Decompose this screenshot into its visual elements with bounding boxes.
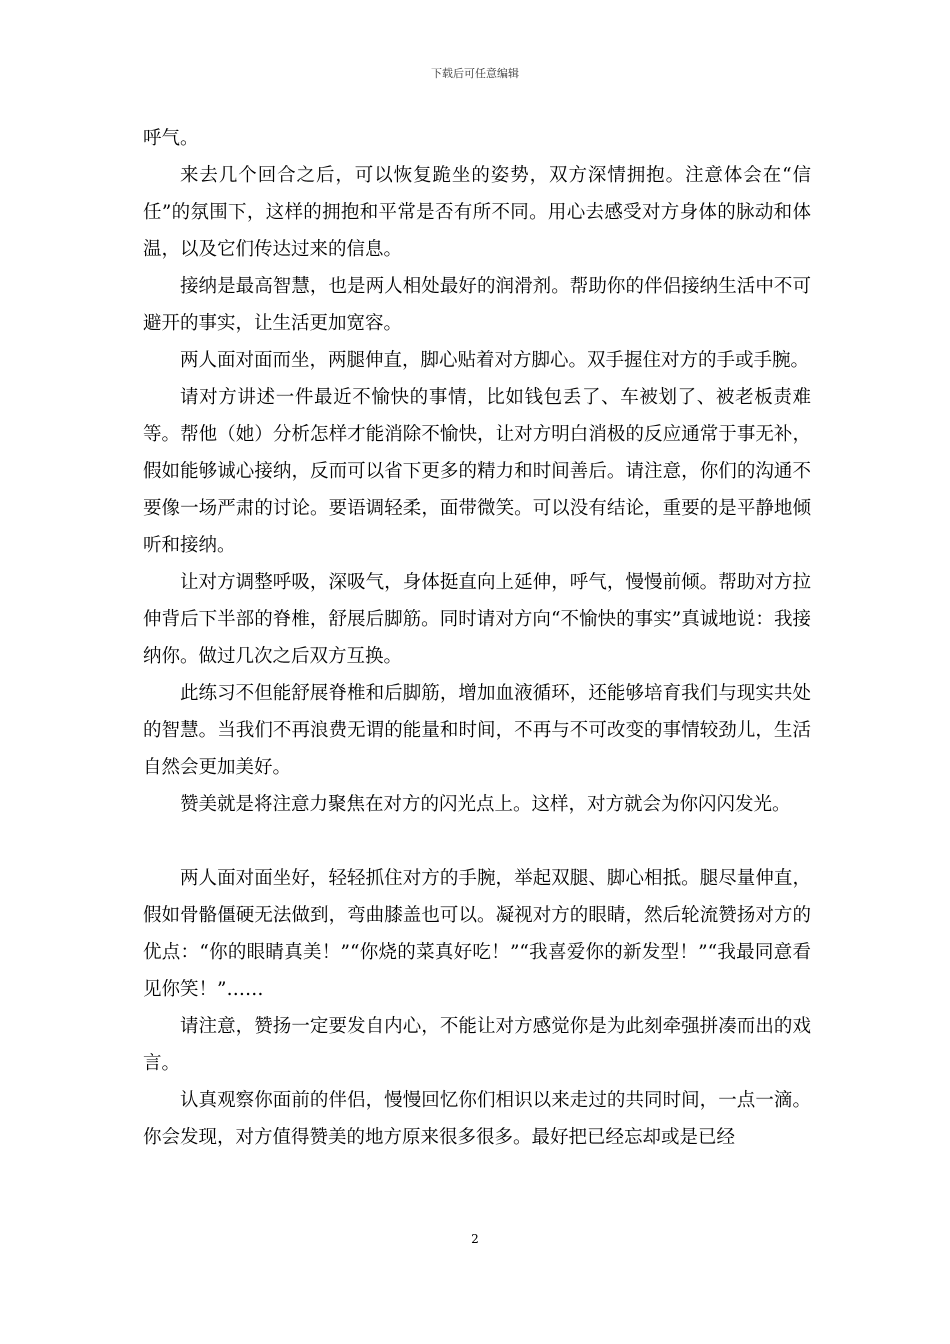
paragraph-breathing: 让对方调整呼吸，深吸气，身体挺直向上延伸，呼气，慢慢前倾。帮助对方拉伸背后下半部的脊椎，舒展后脚筋。同时请对方向“不愉快的事实”真诚地说：我接纳你。做过几次之后双方互换。 (143, 572, 811, 667)
paragraph-benefits: 此练习不但能舒展脊椎和后脚筋，增加血液循环，还能够培育我们与现实共处的智慧。当我们不再浪费无谓的能量和时间，不再与不可改变的事情较劲儿，生活自然会更加美好。 (143, 683, 811, 778)
page-header: 下载后可任意编辑 (431, 67, 519, 80)
paragraph-sincere-praise: 请注意，赞扬一定要发自内心，不能让对方感觉你是为此刻牵强拼凑而出的戏言。 (143, 1016, 811, 1074)
paragraph-sitting-pose: 两人面对面而坐，两腿伸直，脚心贴着对方脚心。双手握住对方的手或手腕。 (180, 350, 810, 371)
paragraph-acceptance-intro: 接纳是最高智慧，也是两人相处最好的润滑剂。帮助你的伴侣接纳生活中不可避开的事实，让生活更加宽容。 (143, 276, 811, 334)
paragraph-praise-exercise: 两人面对面坐好，轻轻抓住对方的手腕，举起双腿、脚心相抵。腿尽量伸直，假如骨骼僵硬无法做到，弯曲膝盖也可以。凝视对方的眼睛，然后轮流赞扬对方的优点：“你的眼睛真美！”“你烧的菜真好吃！”“我喜爱你的新发型！”“我最同意看见你笑！”…… (143, 868, 811, 1000)
page-number: 2 (471, 1232, 479, 1246)
body-text (143, 120, 811, 1156)
paragraph-embrace: 来去几个回合之后，可以恢复跪坐的姿势，双方深情拥抱。注意体会在“信任”的氛围下，这样的拥抱和平常是否有所不同。用心去感受对方身体的脉动和体温，以及它们传达过来的信息。 (143, 165, 811, 260)
paragraph-exhale: 呼气。 (143, 128, 199, 149)
paragraph-unpleasant-event: 请对方讲述一件最近不愉快的事情，比如钱包丢了、车被划了、被老板责难等。帮他（她）分析怎样才能消除不愉快，让对方明白消极的反应通常于事无补，假如能够诚心接纳，反而可以省下更多的精力和时间善后。请注意，你们的沟通不要像一场严肃的讨论。要语调轻柔，面带微笑。可以没有结论，重要的是平静地倾听和接纳。 (143, 387, 811, 556)
paragraph-observe-partner: 认真观察你面前的伴侣，慢慢回忆你们相识以来走过的共同时间，一点一滴。你会发现，对方值得赞美的地方原来很多很多。最好把已经忘却或是已经 (143, 1090, 811, 1148)
paragraph-praise-intro: 赞美就是将注意力聚焦在对方的闪光点上。这样，对方就会为你闪闪发光。 (180, 794, 791, 815)
